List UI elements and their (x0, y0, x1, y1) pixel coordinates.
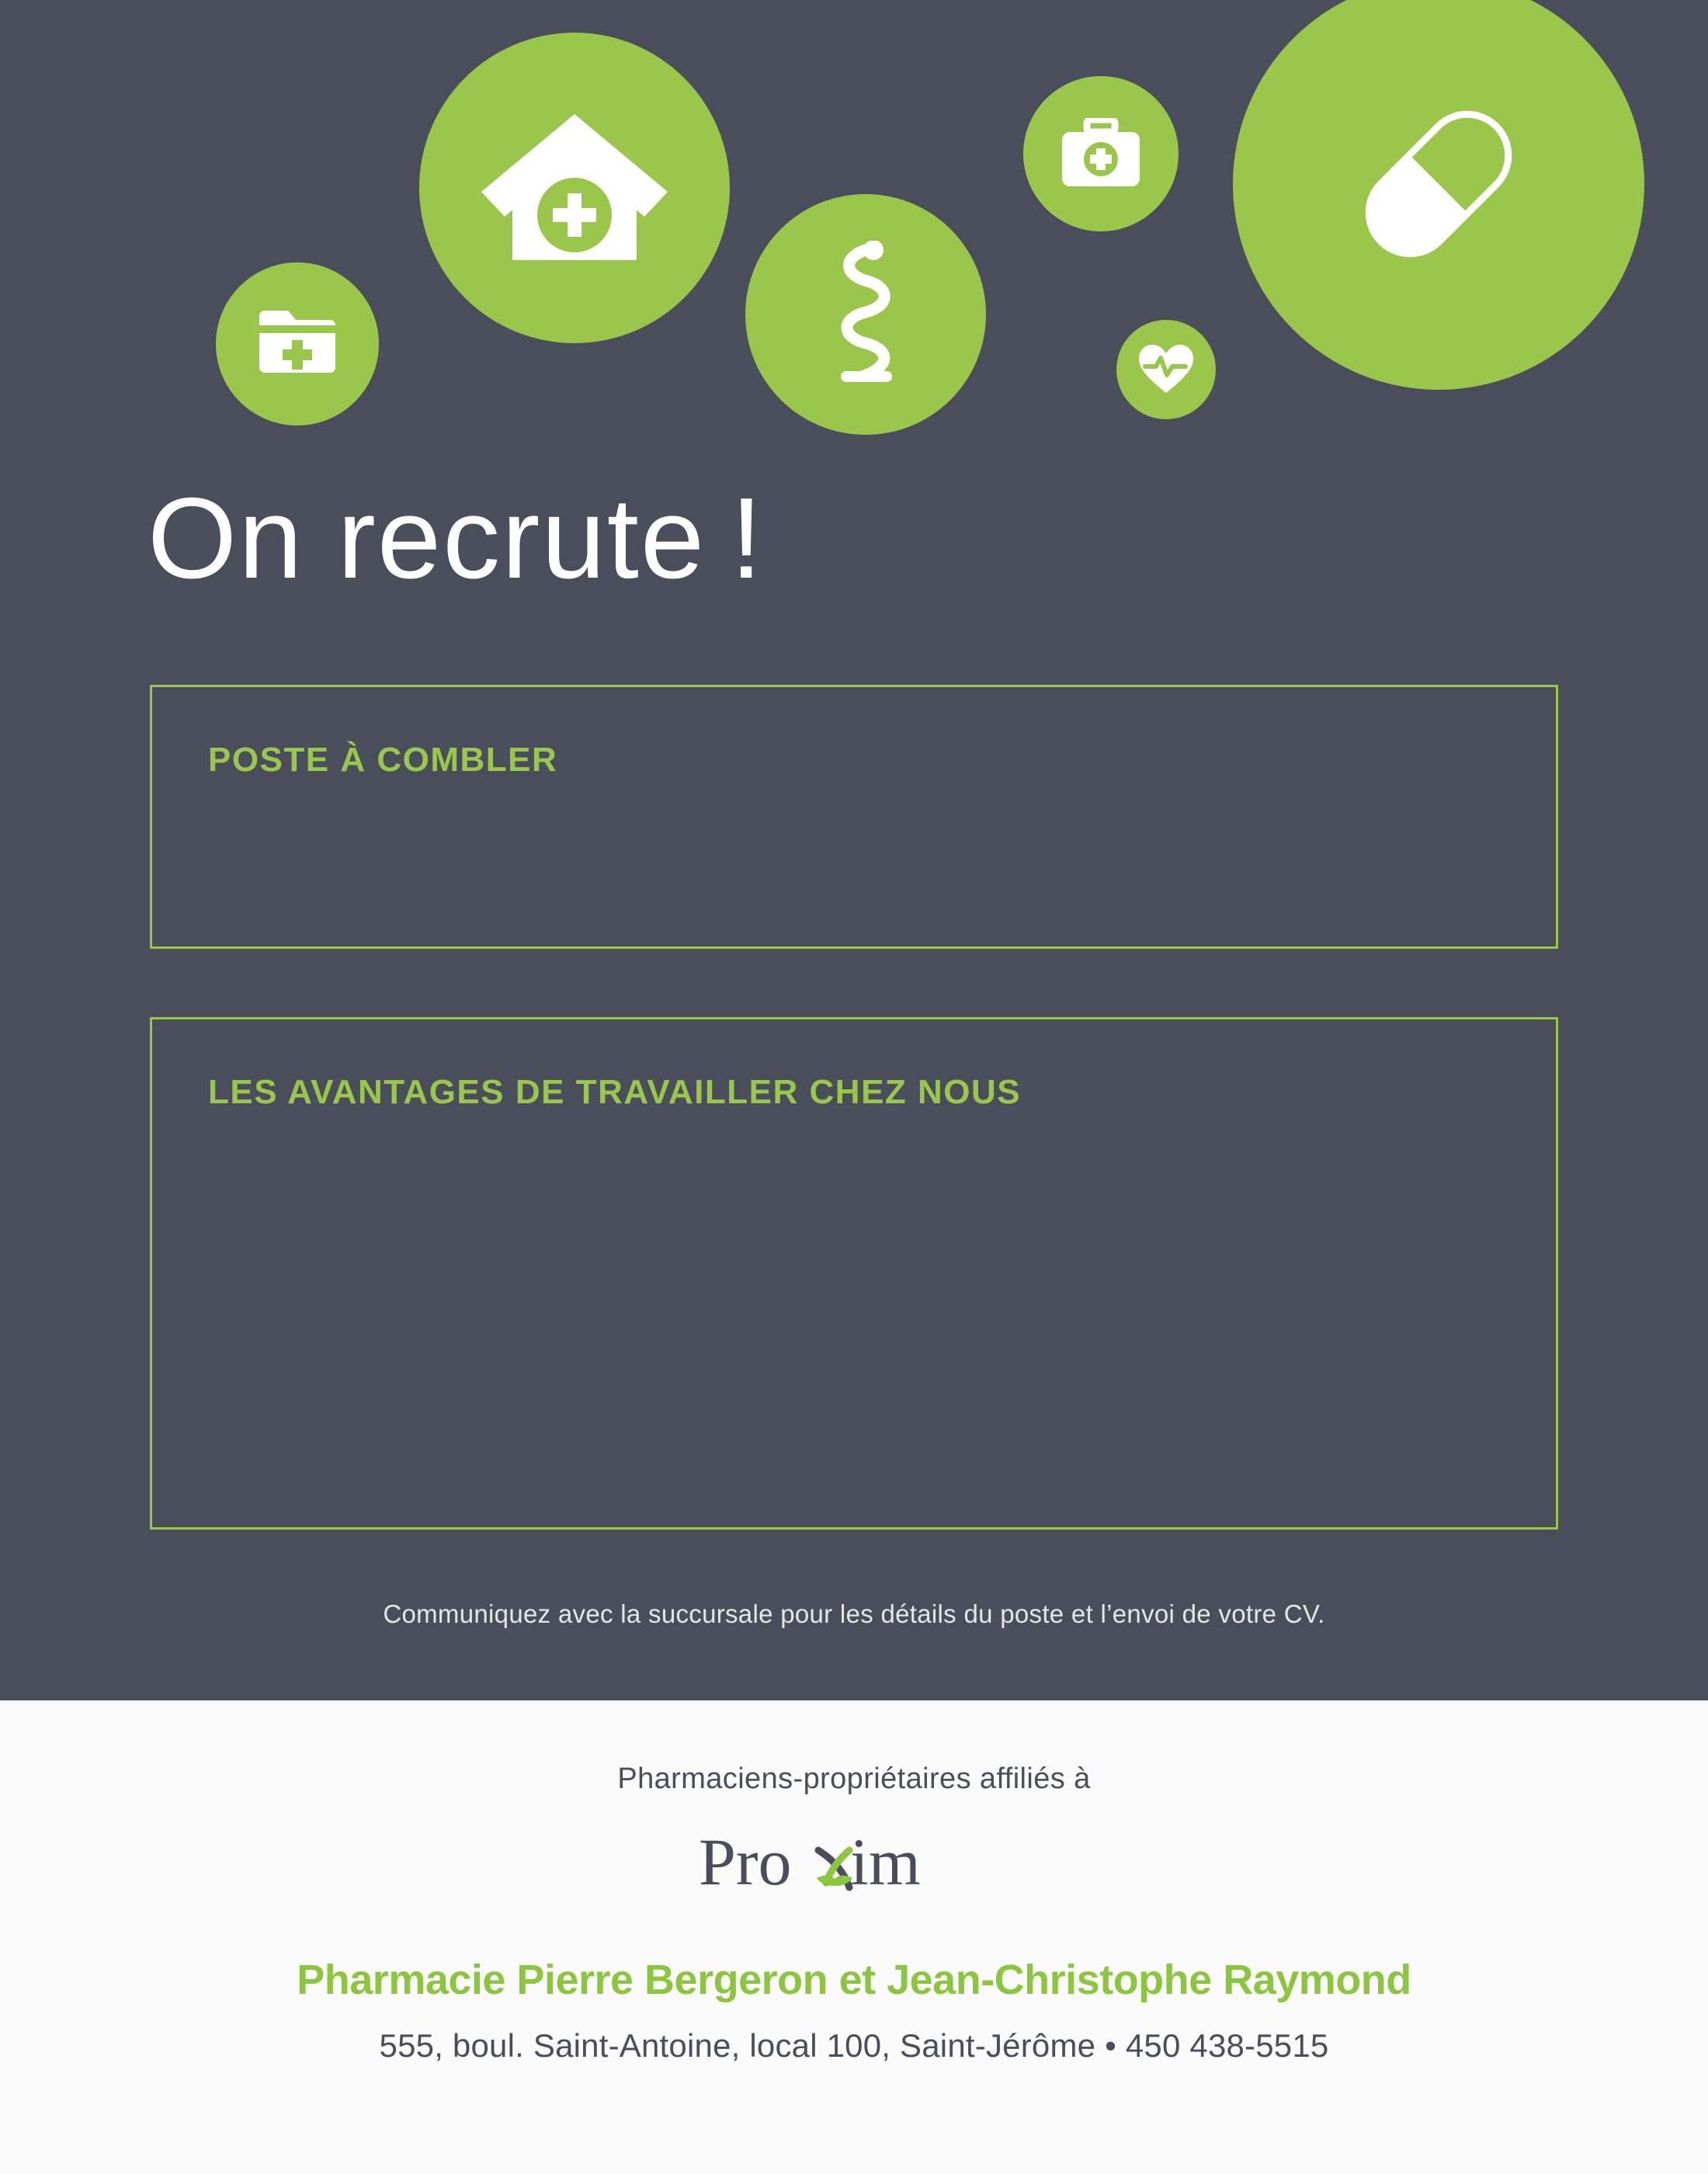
folder-plus-icon (216, 262, 379, 425)
svg-text:im: im (850, 1827, 921, 1899)
proxim-wordmark-icon (699, 1827, 1009, 1912)
poste-a-combler-box (150, 685, 1558, 949)
svg-text:Pro: Pro (699, 1827, 792, 1899)
avantages-title: LES AVANTAGES DE TRAVAILLER CHEZ NOUS (208, 1073, 1022, 1111)
poste-a-combler-body (152, 777, 1556, 799)
avantages-body (152, 1110, 1556, 1131)
decorative-icon-cluster (0, 0, 1708, 466)
proxim-logo (0, 1827, 1708, 1912)
contact-note: Communiquez avec la succursale pour les détails du poste et l’envoi de votre CV. (383, 1599, 1325, 1628)
footer-panel (0, 1700, 1708, 2174)
affiliation-text: Pharmaciens-propriétaires affiliés à (617, 1762, 1091, 1795)
heart-pulse-icon (1116, 320, 1216, 419)
pharmacy-address: 555, boul. Saint-Antoine, local 100, Saint-Jérôme • 450 438-5515 (379, 2027, 1329, 2064)
avantages-box (150, 1017, 1558, 1530)
first-aid-kit-icon (1023, 76, 1179, 231)
poste-a-combler-title: POSTE À COMBLER (208, 741, 558, 779)
pill-capsule-icon (1233, 0, 1644, 390)
asclepius-rod-icon (745, 194, 986, 435)
pharmacy-name: Pharmacie Pierre Bergeron et Jean-Christophe Raymond (297, 1957, 1411, 2003)
page-title: On recrute ! (148, 474, 764, 603)
house-medical-icon (419, 33, 730, 343)
